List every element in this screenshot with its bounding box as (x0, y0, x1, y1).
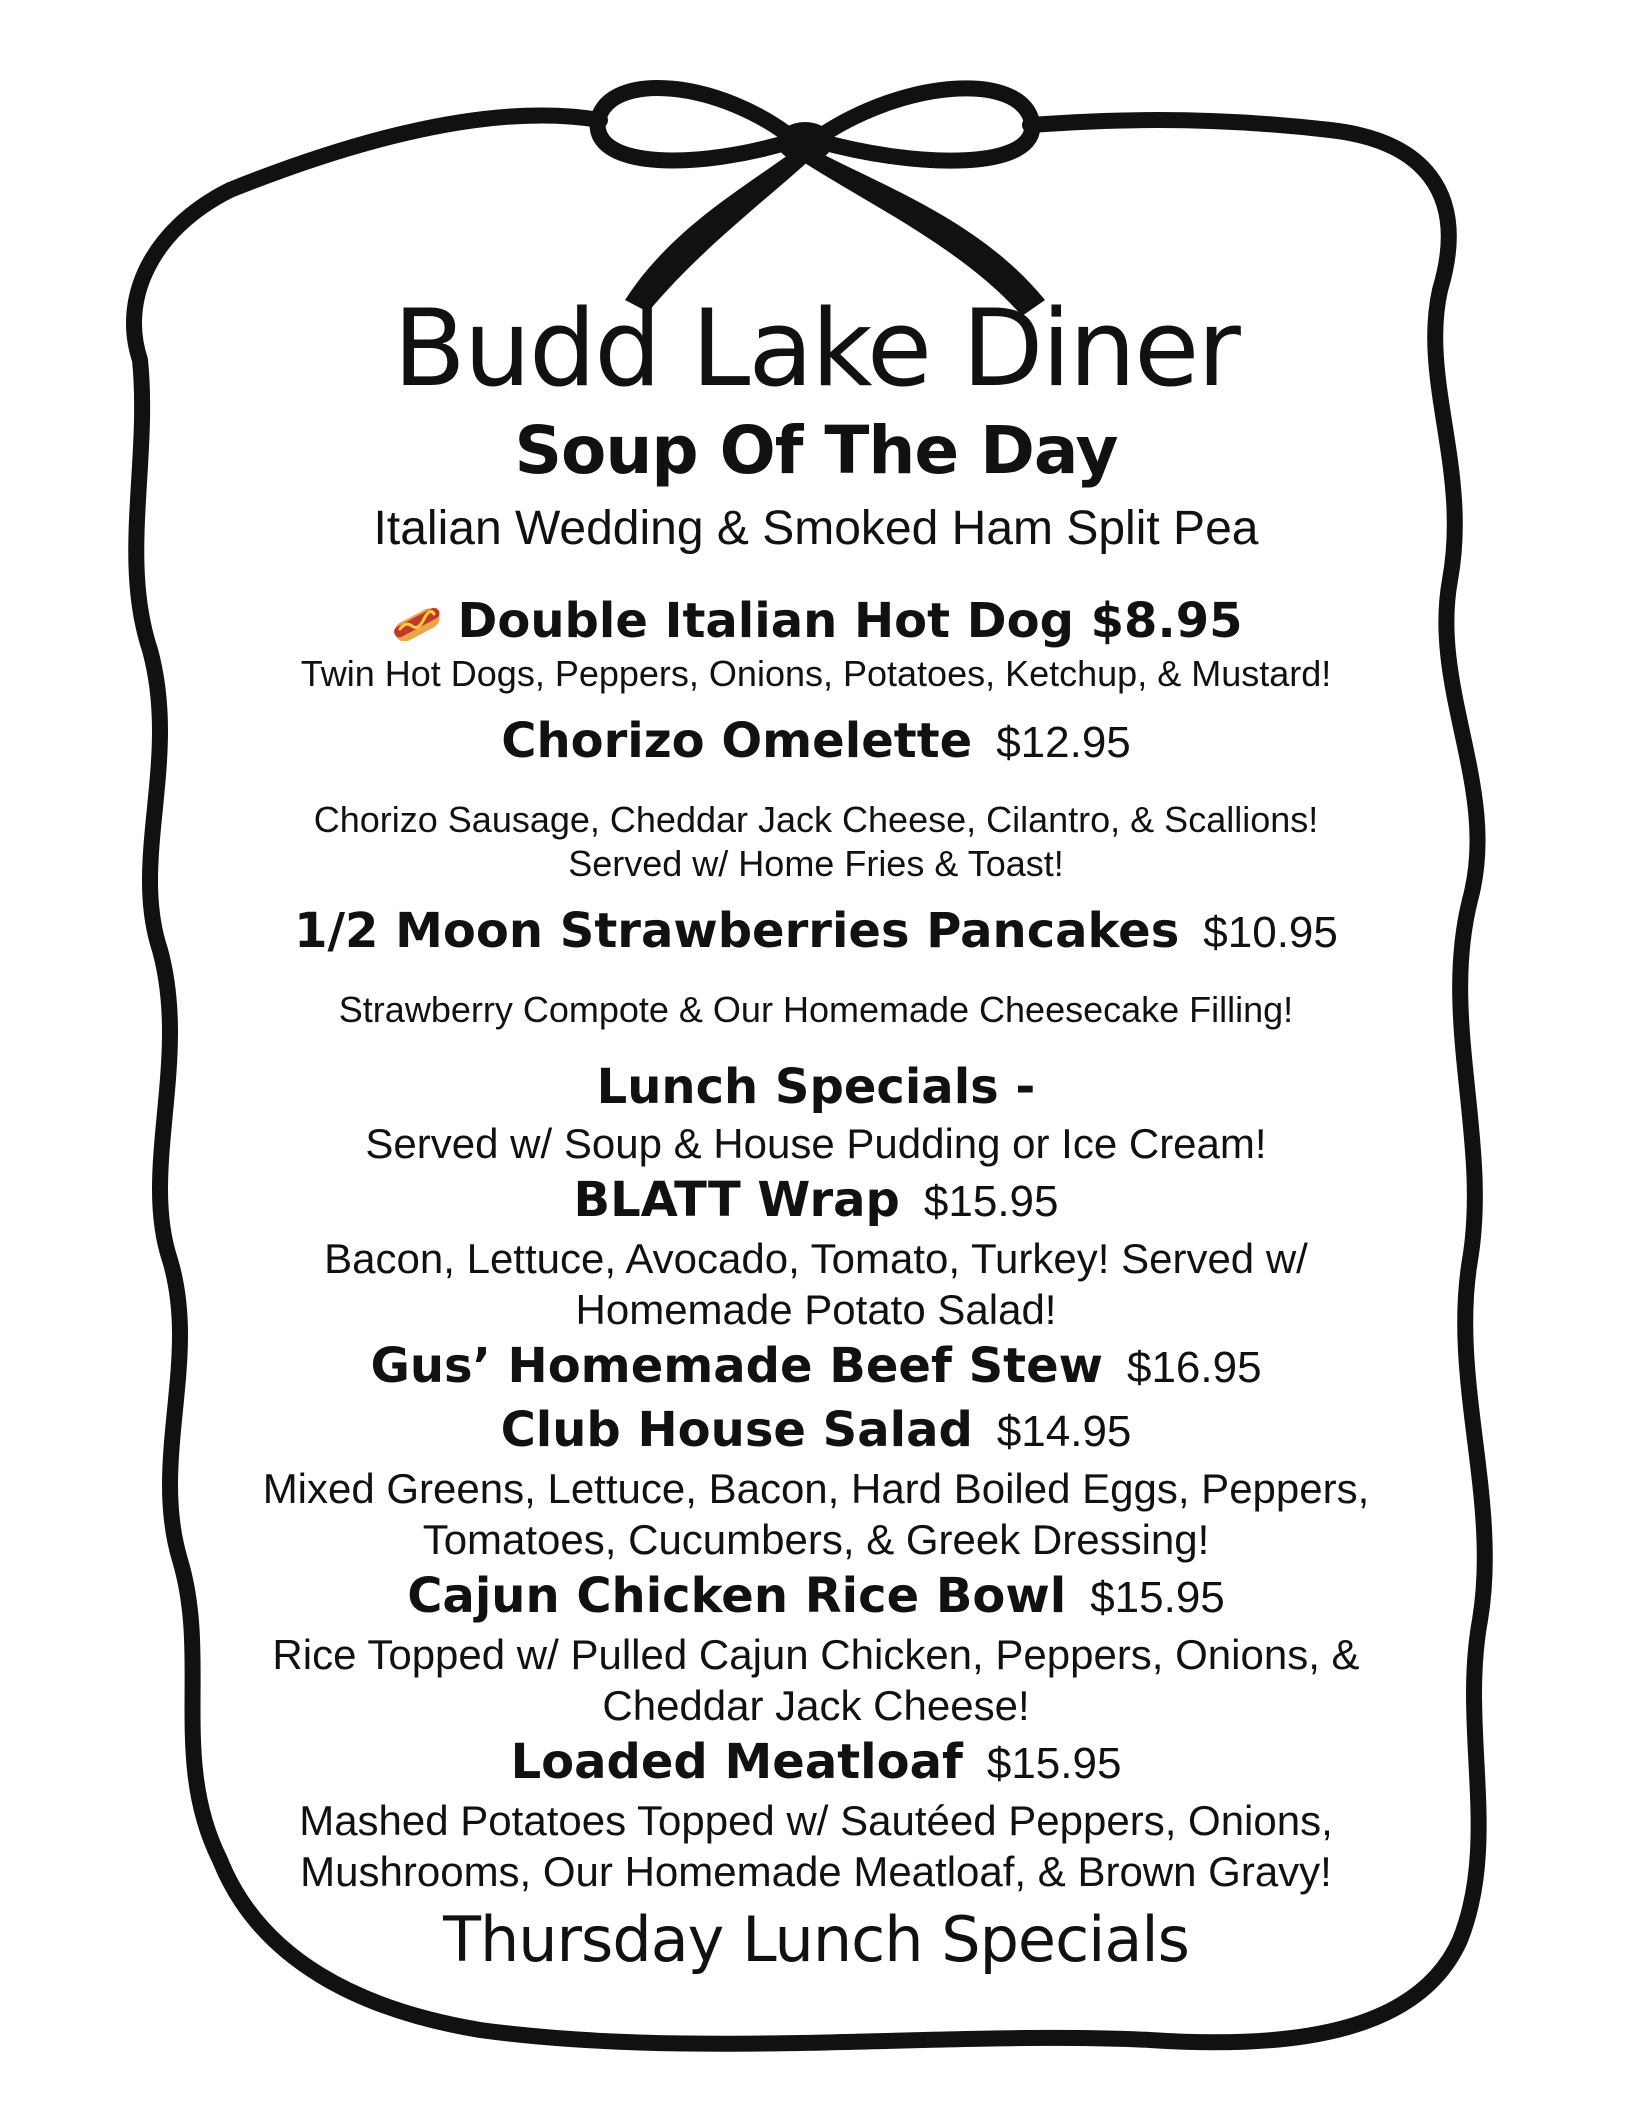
lunch-title (230, 1731, 1402, 1795)
footer-title: Thursday Lunch Specials (443, 1903, 1189, 1976)
soup-text: Italian Wedding & Smoked Ham Split Pea (373, 502, 1259, 555)
lunch-description: Rice Topped w/ Pulled Cajun Chicken, Peppers, Onions, & (272, 1631, 1360, 1678)
lunch-description: Tomatoes, Cucumbers, & Greek Dressing! (422, 1516, 1210, 1563)
lunch-item (230, 1169, 1402, 1335)
lunch-price: $14.95 (996, 1407, 1132, 1456)
special-name: 1/2 Moon Strawberries Pancakes (294, 903, 1180, 959)
special-title (230, 590, 1402, 652)
lunch-price: $15.95 (1090, 1573, 1225, 1622)
lunch-description: Mushrooms, Our Homemade Meatloaf, & Brown Gravy! (300, 1848, 1332, 1895)
special-description: Strawberry Compote & Our Homemade Cheesecake Filling! (338, 989, 1294, 1030)
lunch-description: Mashed Potatoes Topped w/ Sautéed Peppers, Onions, (299, 1797, 1333, 1844)
lunch-title (230, 1335, 1402, 1399)
special-price: $10.95 (1203, 908, 1338, 957)
lunch-item (230, 1399, 1402, 1565)
lunch-title (230, 1565, 1402, 1629)
lunch-description: Homemade Potato Salad! (575, 1286, 1057, 1333)
lunch-subheading: Served w/ Soup & House Pudding or Ice Cream! (365, 1120, 1267, 1167)
special-name: Double Italian Hot Dog $8.95 (457, 593, 1243, 649)
special-price: $12.95 (996, 718, 1131, 767)
lunch-title (230, 1169, 1402, 1233)
lunch-item (230, 1335, 1402, 1399)
special-title (230, 900, 1402, 964)
lunch-price: $16.95 (1126, 1343, 1262, 1392)
bow-left-loop (598, 88, 795, 160)
lunch-title (230, 1399, 1402, 1463)
special-name: Chorizo Omelette (501, 713, 973, 769)
lunch-name: Club House Salad (500, 1402, 973, 1458)
lunch-name: Gus’ Homemade Beef Stew (370, 1338, 1103, 1394)
lunch-item (230, 1731, 1402, 1897)
restaurant-name: Budd Lake Diner (393, 287, 1239, 410)
lunch-description: Bacon, Lettuce, Avocado, Tomato, Turkey! Served w/ (324, 1235, 1308, 1282)
lunch-item (230, 1565, 1402, 1731)
lunch-name: Cajun Chicken Rice Bowl (407, 1568, 1067, 1624)
lunch-heading: Lunch Specials - (596, 1059, 1036, 1115)
lunch-price: $15.95 (986, 1739, 1122, 1788)
special-item (230, 710, 1402, 886)
lunch-description: Cheddar Jack Cheese! (602, 1682, 1030, 1729)
bow-right-loop (815, 88, 1032, 160)
lunch-name: BLATT Wrap (573, 1172, 900, 1228)
menu-content (230, 287, 1402, 1897)
lunch-description: Mixed Greens, Lettuce, Bacon, Hard Boiled Eggs, Peppers, (262, 1465, 1370, 1512)
special-title (230, 710, 1402, 774)
special-item (230, 900, 1402, 1032)
soup-heading: Soup Of The Day (514, 412, 1118, 489)
special-description: Twin Hot Dogs, Peppers, Onions, Potatoes, Ketchup, & Mustard! (300, 653, 1332, 694)
hot-dog-icon (390, 605, 444, 641)
lunch-name: Loaded Meatloaf (510, 1734, 963, 1790)
lunch-price: $15.95 (923, 1177, 1059, 1226)
special-description: Chorizo Sausage, Cheddar Jack Cheese, Cilantro, & Scallions! (313, 799, 1319, 840)
special-description: Served w/ Home Fries & Toast! (568, 843, 1064, 884)
special-item (230, 590, 1402, 696)
